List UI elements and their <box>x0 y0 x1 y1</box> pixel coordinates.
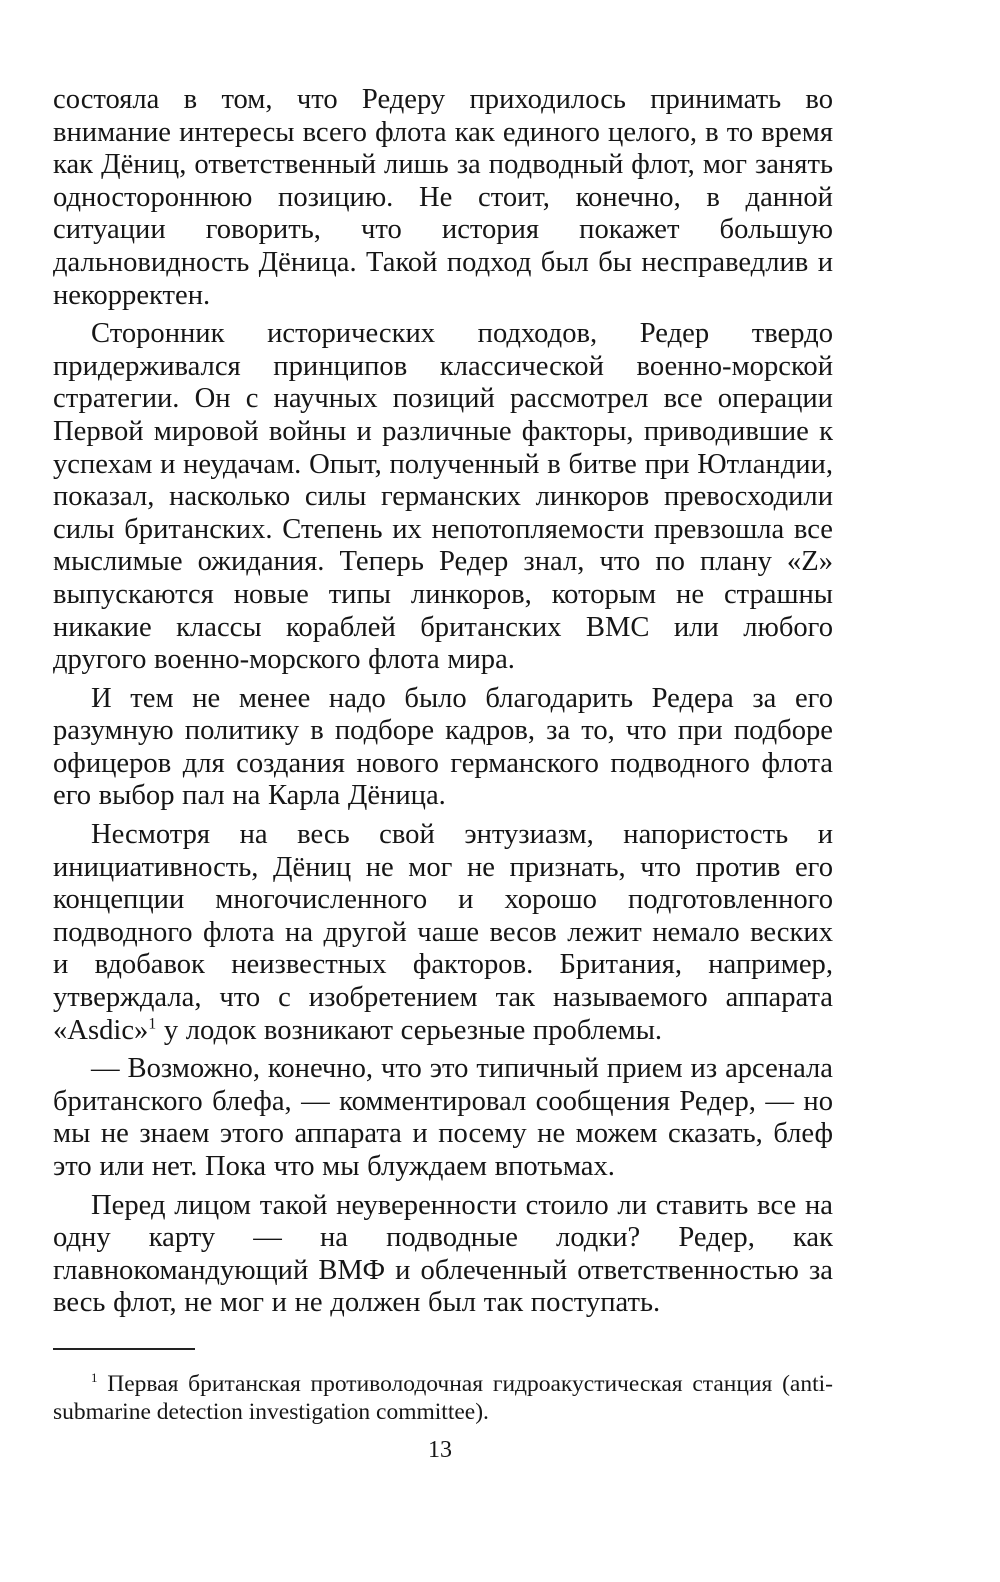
footnote-reference[interactable]: 1 <box>148 1015 157 1033</box>
page-body <box>53 84 833 1326</box>
footnote-mark: 1 <box>91 1370 98 1386</box>
paragraph-2: Сторонник исторических подходов, Редер твердо придерживался принципов классической военно-морской стратегии. Он с научных позиций рассмотрел все операции Первой мировой войны и различные факторы, приводившие к успехам и неудачам. Опыт, полученный в битве при Ютландии, показал, насколько силы германских линкоров превосходили силы британских. Степень их непотопляемости превзошла все мыслимые ожидания. Теперь Редер знал, что по плану «Z» выпускаются новые типы линкоров, которым не страшны никакие классы кораблей британских ВМС или любого другого военно-морского флота мира. <box>53 318 833 676</box>
paragraph-5: — Возможно, конечно, что это типичный прием из арсенала британского блефа, — комментировал сообщения Редер, — но мы не знаем этого аппарата и посему не можем сказать, блеф это или нет. Пока что мы блуждаем впотьмах. <box>53 1053 833 1182</box>
footnote <box>53 1370 833 1426</box>
footnote-text: Первая британская противолодочная гидроакустическая станция (anti-submarine detection investigation committee). <box>53 1371 833 1425</box>
paragraph-4-tail: у лодок возникают серьезные проблемы. <box>156 1014 663 1046</box>
page-number: 13 <box>428 1437 452 1463</box>
paragraph-4 <box>53 819 833 1047</box>
paragraph-6: Перед лицом такой неуверенности стоило ли ставить все на одну карту — на подводные лодки? Редер, как главнокомандующий ВМФ и облеченный ответственностью за весь флот, не мог и не должен был так поступать. <box>53 1189 833 1319</box>
footnote-divider <box>53 1348 195 1350</box>
paragraph-3: И тем не менее надо было благодарить Редера за его разумную политику в подборе кадров, за то, что при подборе офицеров для создания нового германского подводного флота его выбор пал на Карла Дёница. <box>53 682 833 812</box>
paragraph-1: состояла в том, что Редеру приходилось принимать во внимание интересы всего флота как единого целого, в то время как Дёниц, ответственный лишь за подводный флот, мог занять одностороннюю позицию. Не стоит, конечно, в данной ситуации говорить, что история покажет большую дальновидность Дёница. Такой подход был бы несправедлив и некорректен. <box>53 84 833 311</box>
paragraph-4-text: Несмотря на весь свой энтузиазм, напористость и инициативность, Дёниц не мог не признать, что против его концепции многочисленного и хорошо подготовленного подводного флота на другой чаше весов лежит немало веских и вдобавок неизвестных факторов. Британия, например, утверждала, что с изобретением так называемого аппарата «Asdic» <box>53 819 833 1046</box>
